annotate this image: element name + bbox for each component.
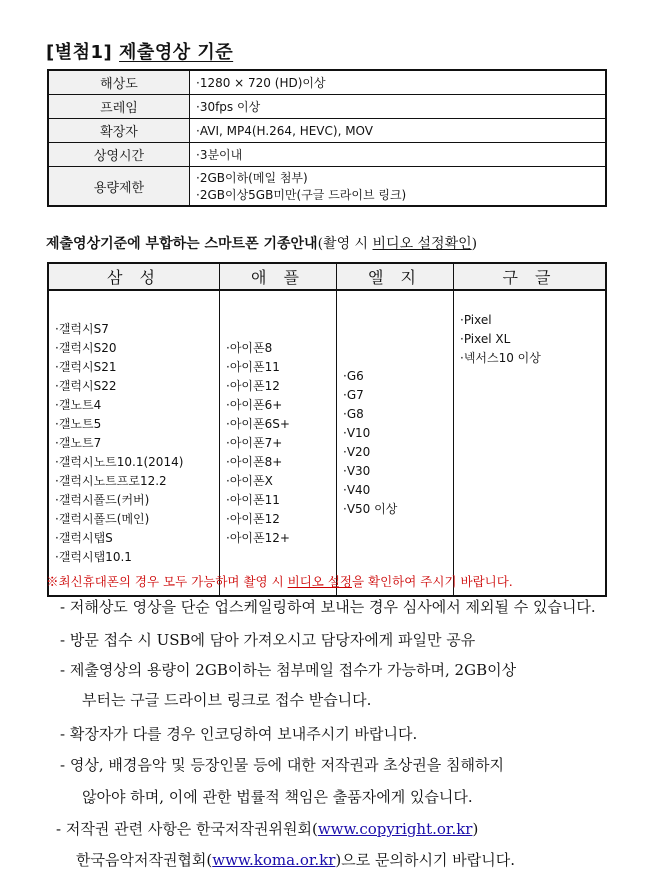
note-copyright-line-2 — [76, 849, 515, 870]
phone-table-body-row — [48, 290, 606, 596]
header-samsung: 삼 성 — [48, 263, 220, 290]
spec-value-line: ·30fps 이상 — [196, 100, 261, 114]
spec-row — [48, 167, 606, 207]
samsung-model-item: ·갤럭시S20 — [55, 340, 117, 355]
apple-cell — [220, 290, 337, 596]
apple-model-item: ·아이폰6+ — [226, 397, 283, 412]
spec-value — [190, 70, 607, 95]
samsung-model-item: ·갤노트5 — [55, 416, 102, 431]
spec-label: 확장자 — [48, 119, 190, 143]
samsung-model-item: ·갤럭시탭10.1 — [55, 549, 132, 564]
lg-model-item: ·V10 — [343, 426, 371, 440]
copyright-line1-suffix: ) — [472, 820, 479, 838]
video-spec-table — [47, 69, 607, 207]
phone-guide-subtitle — [46, 233, 477, 253]
header-apple: 애 플 — [220, 263, 337, 290]
samsung-cell — [48, 290, 220, 596]
subtitle-paren-open: (촬영 시 — [317, 236, 373, 252]
spec-value-line: ·2GB이하(메일 첨부) — [196, 171, 308, 185]
document-title — [46, 38, 233, 64]
lg-model-item: ·G8 — [343, 407, 364, 421]
apple-model-item: ·아이폰6S+ — [226, 416, 290, 431]
samsung-model-item: ·갤럭시S7 — [55, 321, 109, 336]
samsung-model-item: ·갤럭시S22 — [55, 378, 117, 393]
apple-model-item: ·아이폰8+ — [226, 454, 283, 469]
phone-table-header-row — [48, 263, 606, 290]
spec-row — [48, 119, 606, 143]
lg-cell — [337, 290, 454, 596]
subtitle-paren-close: ) — [471, 236, 478, 252]
google-model-item: ·Pixel — [460, 313, 492, 327]
koma-link[interactable]: www.koma.or.kr — [212, 851, 336, 869]
samsung-model-item: ·갤노트7 — [55, 435, 102, 450]
title-prefix: [별첨1] — [46, 42, 113, 63]
apple-model-item: ·아이폰8 — [226, 340, 273, 355]
subtitle-bold: 제출영상기준에 부합하는 스마트폰 기종안내 — [46, 236, 318, 252]
subtitle-underlined: 비디오 설정확인 — [372, 236, 472, 252]
samsung-model-item: ·갤럭시노트프로12.2 — [55, 473, 167, 488]
samsung-model-item: ·갤럭시노트10.1(2014) — [55, 454, 184, 469]
google-cell — [454, 290, 607, 596]
spec-value — [190, 143, 607, 167]
apple-model-item: ·아이폰12 — [226, 378, 280, 393]
samsung-model-item: ·갤노트4 — [55, 397, 102, 412]
lg-model-item: ·G7 — [343, 388, 364, 402]
note-line-6: - 영상, 배경음악 및 등장인물 등에 대한 저작권과 초상권을 침해하지 — [60, 756, 504, 774]
header-lg: 엘 지 — [337, 263, 454, 290]
spec-value — [190, 167, 607, 207]
note-line-4: 부터는 구글 드라이브 링크로 접수 받습니다. — [82, 691, 372, 709]
spec-value-line: ·AVI, MP4(H.264, HEVC), MOV — [196, 123, 373, 138]
copyright-line2-prefix: 한국음악저작권협회( — [76, 851, 213, 869]
spec-label: 해상도 — [48, 70, 190, 95]
google-model-list — [460, 311, 599, 368]
note-line-5: - 확장자가 다를 경우 인코딩하여 보내주시기 바랍니다. — [60, 725, 418, 743]
warning-after: 을 확인하여 주시기 바랍니다. — [351, 574, 513, 589]
google-model-item: ·넥서스10 이상 — [460, 351, 541, 365]
warning-underlined: 비디오 설정 — [287, 574, 352, 589]
apple-model-list — [226, 339, 330, 548]
samsung-model-list — [55, 320, 213, 567]
lg-model-item: ·V30 — [343, 464, 371, 478]
spec-row — [48, 143, 606, 167]
warning-before: ※최신휴대폰의 경우 모두 가능하며 촬영 시 — [46, 574, 288, 589]
lg-model-item: ·V50 이상 — [343, 502, 398, 516]
samsung-model-item: ·갤럭시S21 — [55, 359, 117, 374]
note-copyright-line-1 — [56, 818, 478, 839]
spec-label: 프레임 — [48, 95, 190, 119]
samsung-model-item: ·갤럭시폴드(커버) — [55, 492, 150, 507]
copyright-line1-prefix: - 저작권 관련 사항은 한국저작권위원회( — [56, 820, 318, 838]
title-main: 제출영상 기준 — [119, 42, 234, 63]
lg-model-item: ·V40 — [343, 483, 371, 497]
spec-row — [48, 70, 606, 95]
spec-label: 용량제한 — [48, 167, 190, 207]
spec-value — [190, 95, 607, 119]
spec-label: 상영시간 — [48, 143, 190, 167]
phone-models-table — [47, 262, 607, 597]
note-line-3: - 제출영상의 용량이 2GB이하는 첨부메일 접수가 가능하며, 2GB이상 — [60, 661, 517, 679]
spec-value-line: ·3분이내 — [196, 148, 243, 162]
note-line-1: - 저해상도 영상을 단순 업스케일링하여 보내는 경우 심사에서 제외될 수 있습니다. — [60, 598, 596, 616]
apple-model-item: ·아이폰12 — [226, 511, 280, 526]
lg-model-list — [343, 367, 447, 519]
google-model-item: ·Pixel XL — [460, 332, 511, 346]
spec-value-line: ·1280 × 720 (HD)이상 — [196, 76, 326, 90]
apple-model-item: ·아이폰11 — [226, 492, 280, 507]
apple-model-item: ·아이폰7+ — [226, 435, 283, 450]
samsung-model-item: ·갤럭시폴드(메인) — [55, 511, 150, 526]
samsung-model-item: ·갤럭시탭S — [55, 530, 113, 545]
spec-value-line: ·2GB이상5GB미만(구글 드라이브 링크) — [196, 188, 407, 202]
apple-model-item: ·아이폰11 — [226, 359, 280, 374]
spec-row — [48, 95, 606, 119]
copyright-line2-suffix: )으로 문의하시기 바랍니다. — [335, 851, 515, 869]
warning-note — [46, 572, 513, 590]
lg-model-item: ·V20 — [343, 445, 371, 459]
apple-model-item: ·아이폰X — [226, 473, 273, 488]
header-google: 구 글 — [454, 263, 607, 290]
note-line-2: - 방문 접수 시 USB에 담아 가져오시고 담당자에게 파일만 공유 — [60, 631, 476, 649]
apple-model-item: ·아이폰12+ — [226, 530, 290, 545]
note-line-7: 않아야 하며, 이에 관한 법률적 책임은 출품자에게 있습니다. — [82, 788, 473, 806]
lg-model-item: ·G6 — [343, 369, 364, 383]
copyright-link[interactable]: www.copyright.or.kr — [317, 820, 473, 838]
spec-value — [190, 119, 607, 143]
